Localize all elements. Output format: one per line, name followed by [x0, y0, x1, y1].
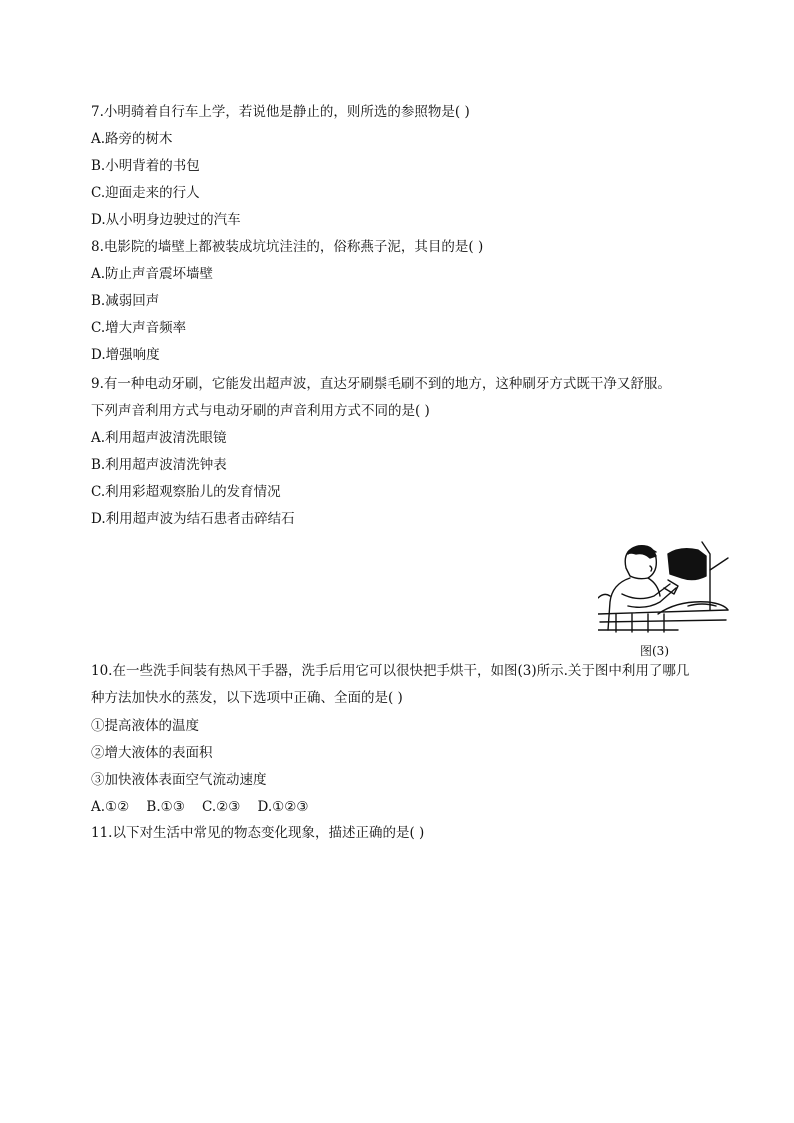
question-11-stem: 11.以下对生活中常见的物态变化现象，描述正确的是( ): [91, 825, 425, 841]
question-8-option-b: B.减弱回声: [91, 293, 160, 309]
question-9-stem-line-2: 下列声音利用方式与电动牙刷的声音利用方式不同的是( ): [91, 403, 430, 419]
question-7-option-c: C.迎面走来的行人: [91, 185, 200, 201]
question-8-stem: 8.电影院的墙壁上都被装成坑坑洼洼的，俗称燕子泥，其目的是( ): [91, 239, 484, 255]
question-8-option-a: A.防止声音震坏墙壁: [91, 266, 214, 282]
question-9-option-b: B.利用超声波清洗钟表: [91, 457, 227, 473]
question-9-stem-line-1: 9.有一种电动牙刷，它能发出超声波，直达牙刷鬃毛刷不到的地方，这种刷牙方式既干净又舒服。: [91, 376, 671, 392]
question-7-option-b: B.小明背着的书包: [91, 158, 200, 174]
question-9-option-a: A.利用超声波清洗眼镜: [91, 430, 227, 446]
question-10-item-3: ③加快液体表面空气流动速度: [91, 772, 267, 788]
hand-dryer-illustration-icon: [598, 540, 730, 635]
question-10-choices: A.①② B.①③ C.②③ D.①②③: [91, 799, 309, 815]
question-8-option-c: C.增大声音频率: [91, 320, 187, 336]
question-7-stem: 7.小明骑着自行车上学，若说他是静止的，则所选的参照物是( ): [91, 104, 470, 120]
question-10-item-1: ①提高液体的温度: [91, 718, 199, 734]
question-9-option-d: D.利用超声波为结石患者击碎结石: [91, 511, 295, 527]
question-8-option-d: D.增强响度: [91, 347, 160, 363]
question-10-stem-line-1: 10.在一些洗手间装有热风干手器，洗手后用它可以很快把手烘干，如图(3)所示.关于图中利用了哪几: [91, 663, 690, 679]
question-9-option-c: C.利用彩超观察胎儿的发育情况: [91, 484, 281, 500]
question-7-option-d: D.从小明身边驶过的汽车: [91, 212, 241, 228]
question-10-item-2: ②增大液体的表面积: [91, 745, 213, 761]
question-7-option-a: A.路旁的树木: [91, 131, 173, 147]
figure-caption: 图(3): [640, 644, 669, 658]
question-10-stem-line-2: 种方法加快水的蒸发，以下选项中正确、全面的是( ): [91, 690, 403, 706]
